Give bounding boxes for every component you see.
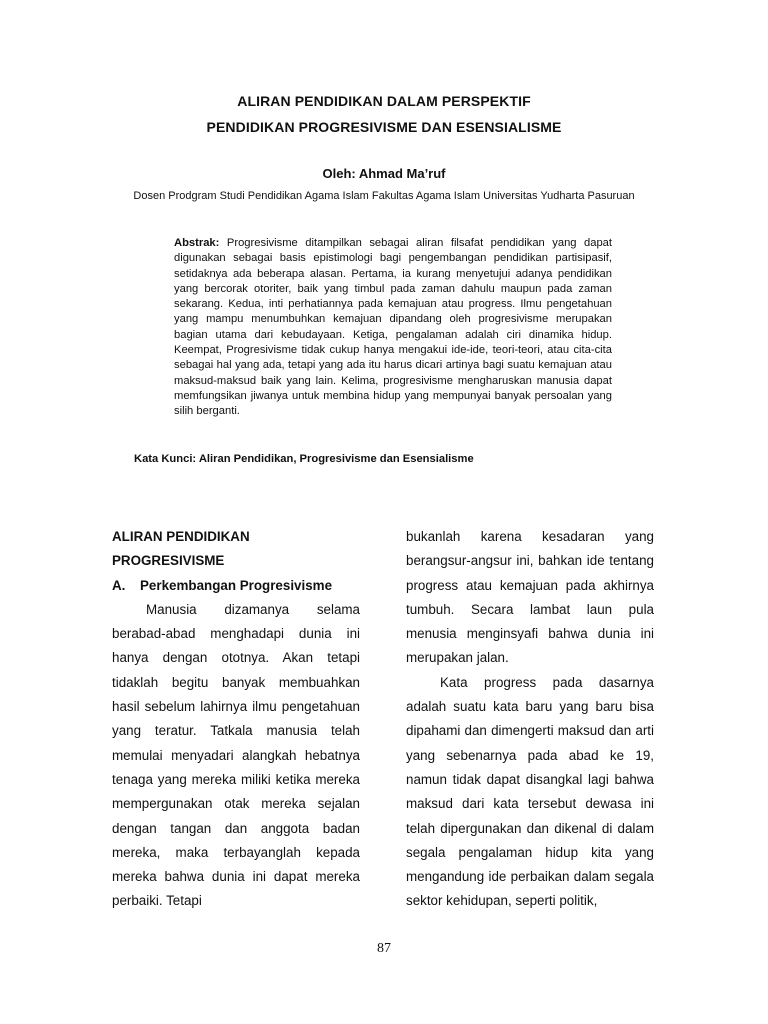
left-paragraph: Manusia dizamanya selama berabad-abad menghadapi dunia ini hanya dengan ototnya. Akan tetapi tidaklah begitu banyak membuahkan hasil sebelum lahirnya ilmu pengetahuan yang teratur. Tatkala manusia telah memulai menyadari alangkah hebatnya tenaga yang mereka miliki ketika mereka mempergunakan otak mereka sejalan dengan tangan dan anggota badan mereka, maka terbayanglah kepada mereka bahwa dunia ini dapat mereka perbaiki. Tetapi (112, 601, 360, 909)
title-line-2: PENDIDIKAN PROGRESIVISME DAN ESENSIALISME (206, 119, 562, 135)
section-heading-line-2: PROGRESIVISME (112, 553, 225, 569)
right-paragraph-2: Kata progress pada dasarnya adalah suatu kata baru yang baru bisa dipahami dan dimengerti maksud dan arti yang sebenarnya pada abad ke 19, namun tidak dapat disangkal lagi bahwa maksud dari kata tersebut dewasa ini telah dipergunakan dan dikenal di dalam segala pengalaman hidup kita yang mengandung ide perbaikan dalam segala sektor kehidupan, seperti politik, (406, 674, 654, 909)
subsection-number: A. (112, 577, 126, 593)
title-line-1: ALIRAN PENDIDIKAN DALAM PERSPEKTIF (237, 93, 531, 109)
page-number: 87 (377, 941, 391, 956)
right-paragraph-1: bukanlah karena kesadaran yang berangsur-angsur ini, bahkan ide tentang progress atau kemajuan pada akhirnya tumbuh. Secara lambat laun pula menusia menginsyafi bahwa dunia ini merupakan jalan. (406, 529, 654, 666)
subsection-title: Perkembangan Progresivisme (140, 577, 333, 593)
author: Oleh: Ahmad Ma’ruf (322, 166, 446, 181)
subsection-heading (112, 574, 360, 598)
abstract (174, 236, 612, 420)
left-column (112, 525, 360, 914)
section-heading-line-1: ALIRAN PENDIDIKAN (112, 529, 250, 544)
affiliation: Dosen Prodgram Studi Pendidikan Agama Islam Fakultas Agama Islam Universitas Yudharta Pasuruan (133, 190, 635, 202)
abstract-label: Abstrak: (174, 237, 220, 249)
right-column (406, 525, 654, 914)
keywords: Kata Kunci: Aliran Pendidikan, Progresivisme dan Esensialisme (134, 453, 474, 465)
abstract-text: Progresivisme ditampilkan sebagai aliran filsafat pendidikan yang dapat digunakan sebagai basis epistimologi bagi pengembangan pendidikan partisipasif, setidaknya ada beberapa alasan. Pertama, ia kurang menyetujui adanya pendidikan yang bercorak otoriter, baik yang timbul pada zaman dahulu maupun pada zaman sekarang. Kedua, inti perhatiannya pada kemajuan atau progress. Ilmu pengetahuan yang mampu menumbuhkan kemajuan dipandang oleh progresivisme merupakan bagian utama dari kebudayaan. Ketiga, pengalaman adalah ciri dinamika hidup. Keempat, Progresivisme tidak cukup hanya mengakui ide-ide, teori-teori, atau cita-cita sebagai hal yang ada, tetapi yang ada itu harus dicari artinya bagi suatu kemajuan atau maksud-maksud baik yang lain. Kelima, progresivisme mengharuskan manusia dapat memfungsikan jiwanya untuk membina hidup yang mempunyai banyak persoalan yang silih berganti. (174, 237, 613, 418)
